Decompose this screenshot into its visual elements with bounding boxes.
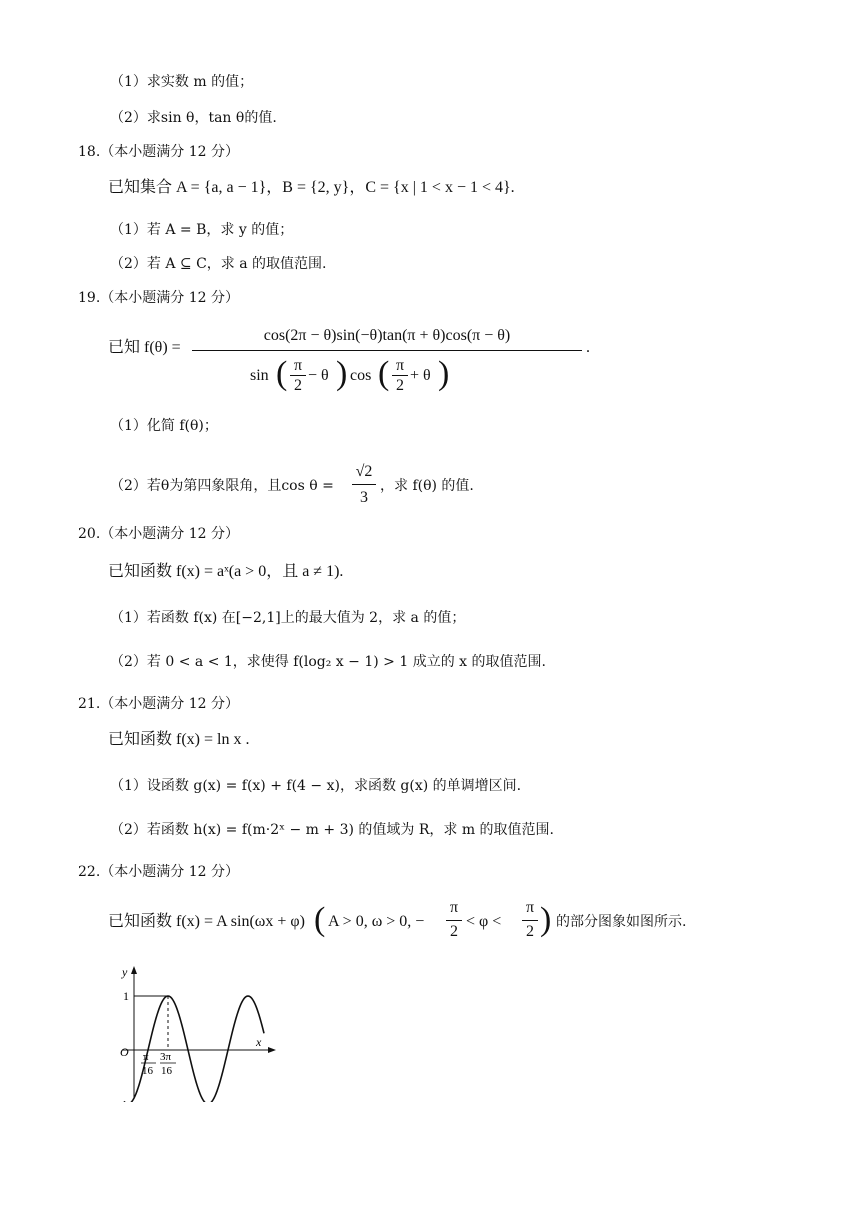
q18-part1: （1）若 A = B，求 y 的值； [110, 222, 294, 238]
q19-den-two-1: 2 [294, 377, 302, 394]
q18-stem: 已知集合 A = {a, a − 1}，B = {2, y}，C = {x | 1 < x − 1 < 4}. [108, 179, 515, 196]
q21-heading: 21.（本小题满分 12 分） [78, 696, 239, 712]
y-axis-arrow [131, 966, 137, 974]
q17-part2: （2）求sin θ，tan θ的值. [110, 110, 277, 126]
q22-heading: 22.（本小题满分 12 分） [78, 864, 239, 880]
q22-cond-a: A > 0, ω > 0, − [328, 913, 425, 930]
q22-bar-2 [522, 920, 538, 921]
q21-part1: （1）设函数 g(x) = f(x) + f(4 − x)，求函数 g(x) 的单调增区间. [110, 778, 522, 794]
q22-two-2: 2 [526, 923, 534, 940]
q19-part2-bar [352, 484, 376, 485]
one-label: 1 [123, 989, 129, 1003]
q22-cond-b: < φ < [466, 913, 502, 930]
q20-part1: （1）若函数 f(x) 在[−2,1]上的最大值为 2，求 a 的值； [110, 610, 466, 626]
tick-3pi-16-den: 16 [161, 1065, 172, 1077]
x-axis-label: x [256, 1035, 262, 1049]
q20-stem: 已知函数 f(x) = aˣ(a > 0，且 a ≠ 1). [108, 563, 344, 580]
q22-paren-close: ) [540, 901, 552, 938]
q19-part2-three: 3 [360, 489, 368, 506]
q19-den-pi-2: π [395, 357, 405, 374]
tick-3pi-16-num: 3π [160, 1051, 172, 1063]
q22-stem-suffix: 的部分图象如图所示. [556, 914, 687, 930]
q19-den-plus: + θ [410, 367, 431, 384]
q19-den-pi-1: π [293, 357, 303, 374]
q19-den-paren-open-1: ( [276, 355, 288, 392]
q21-part2: （2）若函数 h(x) = f(m·2ˣ − m + 3) 的值域为 R，求 m 的取值范围. [110, 822, 555, 838]
x-axis-arrow [268, 1047, 276, 1053]
q22-bar-1 [446, 920, 462, 921]
q19-stem-suffix: . [586, 339, 590, 356]
sine-graph-figure [100, 962, 280, 1102]
q18-part2: （2）若 A ⊆ C，求 a 的取值范围. [110, 256, 327, 272]
q19-den-sin: sin [250, 367, 269, 384]
q19-den-minus: − θ [308, 367, 329, 384]
q22-stem [108, 898, 768, 948]
q19-denominator [250, 356, 530, 392]
q19-den-cos: cos [350, 367, 372, 384]
q19-part2-suffix: ，求 f(θ) 的值. [380, 478, 474, 494]
q20-heading: 20.（本小题满分 12 分） [78, 526, 239, 542]
q19-part1: （1）化简 f(θ)； [110, 418, 218, 434]
q20-part2: （2）若 0 < a < 1，求使得 f(log₂ x − 1) > 1 成立的 x 的取值范围. [110, 654, 546, 670]
q21-stem: 已知函数 f(x) = ln x . [108, 731, 250, 748]
q22-pi-1: π [449, 899, 459, 916]
q19-fraction-bar [192, 350, 582, 351]
q22-paren-open: ( [314, 901, 326, 938]
q18-heading: 18.（本小题满分 12 分） [78, 144, 239, 160]
tick-pi-16-num: π [143, 1051, 149, 1063]
q19-den-paren-close-1: ) [336, 355, 348, 392]
q22-two-1: 2 [450, 923, 458, 940]
origin-label: O [120, 1045, 129, 1059]
q19-part2-prefix: （2）若θ为第四象限角，且cos θ = [110, 478, 334, 494]
q19-numerator: cos(2π − θ)sin(−θ)tan(π + θ)cos(π − θ) [263, 327, 511, 344]
y-axis-label: y [122, 965, 128, 979]
q19-den-paren-open-2: ( [378, 355, 390, 392]
sine-curve [124, 996, 264, 1102]
q19-den-two-2: 2 [396, 377, 404, 394]
q17-part1: （1）求实数 m 的值； [110, 74, 254, 90]
q19-heading: 19.（本小题满分 12 分） [78, 290, 239, 306]
tick-pi-16-den: 16 [142, 1065, 153, 1077]
q22-stem-prefix: 已知函数 f(x) = A sin(ωx + φ) [108, 913, 305, 930]
q19-den-paren-close-2: ) [438, 355, 450, 392]
q19-part2-sqrt2: √2 [355, 463, 373, 480]
q22-pi-2: π [525, 899, 535, 916]
q19-stem-prefix: 已知 f(θ) = [108, 339, 181, 356]
